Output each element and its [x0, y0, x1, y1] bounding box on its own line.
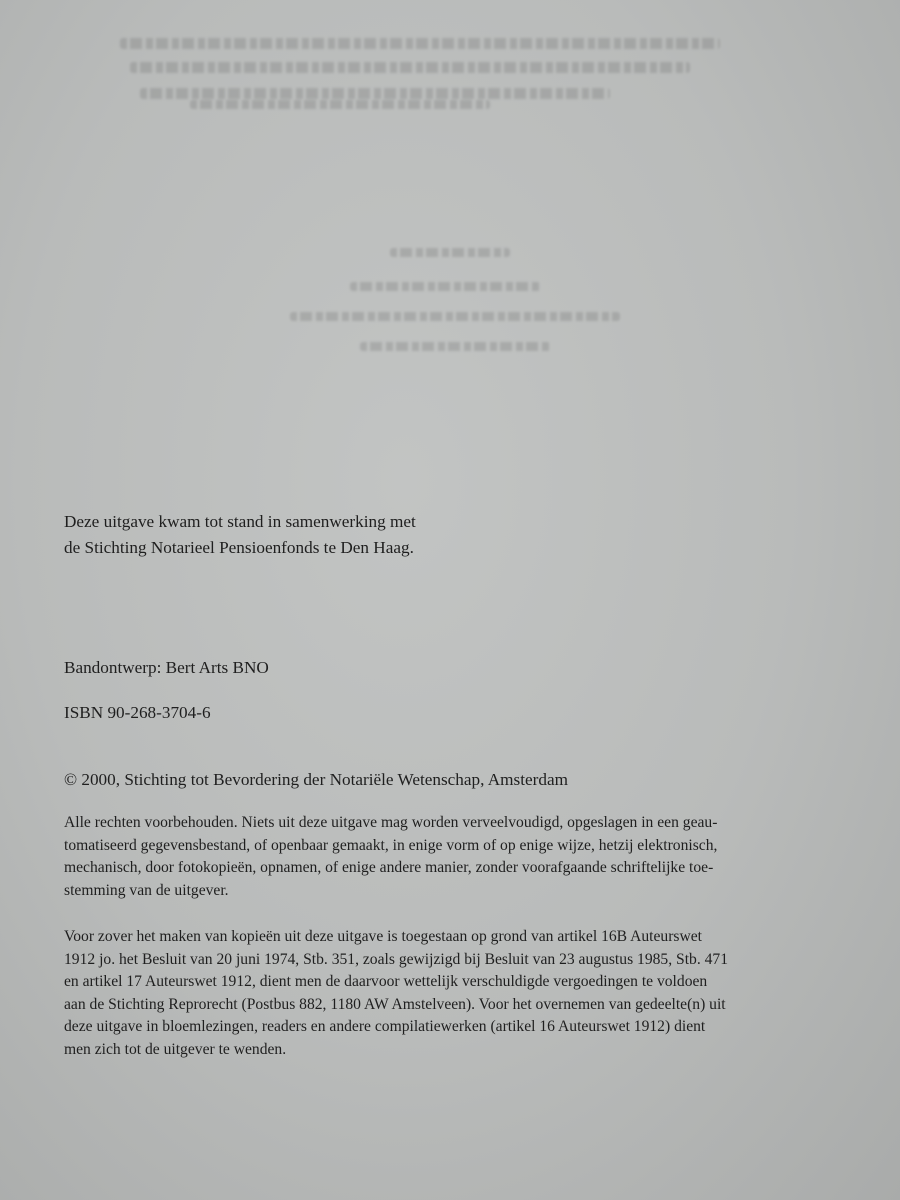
rights-line: mechanisch, door fotokopieën, opnamen, of enige andere manier, zonder voorafgaande schriftelijke toe-: [64, 859, 714, 876]
cooperation-notice: [64, 509, 416, 561]
isbn: ISBN 90-268-3704-6: [64, 703, 211, 722]
reprorecht-line: deze uitgave in bloemlezingen, readers en andere compilatiewerken (artikel 16 Auteurswet 1912) dient: [64, 1018, 706, 1035]
reprorecht-line: Voor zover het maken van kopieën uit deze uitgave is toegestaan op grond van artikel 16B Auteurswet: [64, 928, 703, 945]
reprorecht-line: men zich tot de uitgever te wenden.: [64, 1040, 287, 1058]
cooperation-line: Deze uitgave kwam tot stand in samenwerking met: [64, 512, 416, 531]
rights-line: stemming van de uitgever.: [64, 881, 229, 899]
reprorecht-paragraph: [64, 926, 728, 1061]
show-through-text: [120, 20, 760, 400]
copyright-notice: © 2000, Stichting tot Bevordering der Notariële Wetenschap, Amsterdam: [64, 770, 568, 789]
rights-line: tomatiseerd gegevensbestand, of openbaar gemaakt, in enige vorm of op enige wijze, hetzij elektronisch,: [64, 836, 718, 854]
reprorecht-line: en artikel 17 Auteurswet 1912, dient men de daarvoor wettelijk verschuldigde vergoedingen te voldoen: [64, 973, 708, 990]
rights-reserved-paragraph: [64, 812, 717, 902]
cooperation-line: de Stichting Notarieel Pensioenfonds te Den Haag.: [64, 538, 414, 557]
reprorecht-line: aan de Stichting Reprorecht (Postbus 882, 1180 AW Amstelveen). Voor het overnemen van gedeelte(n) uit: [64, 995, 726, 1013]
reprorecht-line: 1912 jo. het Besluit van 20 juni 1974, Stb. 351, zoals gewijzigd bij Besluit van 23 augustus 1985, Stb. 471: [64, 950, 729, 968]
cover-design-credit: Bandontwerp: Bert Arts BNO: [64, 658, 269, 677]
rights-line: Alle rechten voorbehouden. Niets uit deze uitgave mag worden verveelvoudigd, opgeslagen in een geau-: [64, 814, 718, 831]
